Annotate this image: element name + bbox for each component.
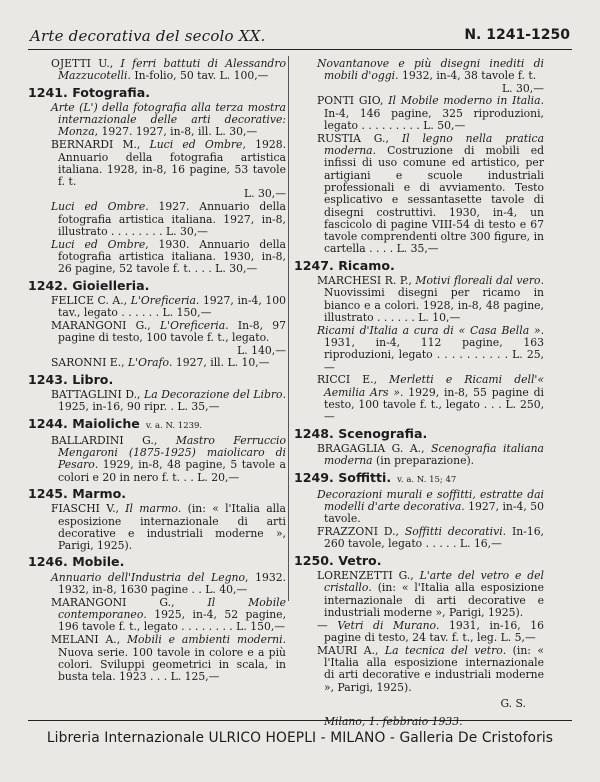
- catalog-entry: Luci ed Ombre. 1927. Annuario della fotografia artistica italiana. 1927, in-8, illustrato . . . . . . . . L. 30,—: [51, 200, 286, 238]
- catalog-entry: MELANI A., Mobili e ambienti moderni. Nuova serie. 100 tavole in colore e a più colori. Sviluppi geometrici in scala, in busta tela. 1923 . . . L. 125,—: [51, 633, 286, 684]
- section-title: 1244. Maioliche: [28, 415, 140, 431]
- catalog-entry: BATTAGLINI D., La Decorazione del Libro. 1925, in-16, 90 ripr. . L. 35,—: [51, 387, 286, 414]
- catalog-entry: PONTI GIO, Il Mobile moderno in Italia. In-4, 146 pagine, 325 riproduzioni, legato . . . . . . . . . L. 50,—: [317, 94, 545, 132]
- catalog-entry: Novantanove e più disegni inediti di mobili d'oggi. 1932, in-4, 38 tavole f. t. L. 30,—: [317, 57, 544, 95]
- section-heading: [28, 277, 286, 293]
- section-title: 1245. Marmo.: [28, 486, 127, 501]
- section-heading: [294, 469, 544, 486]
- page-range: N. 1241-1250: [464, 27, 570, 43]
- section-heading: [294, 257, 544, 273]
- catalog-entry: Arte (L') della fotografia alla terza mostra internazionale delle arti decorative: Monza, 1927. 1927, in-8, ill. L. 30,—: [51, 100, 286, 139]
- catalog-entry: — Vetri di Murano. 1931, in-16, 16 pagine di testo, 24 tav. f. t., leg. L. 5,—: [317, 618, 544, 645]
- section-heading: [28, 371, 286, 387]
- section-title: 1249. Soffitti.: [294, 469, 392, 485]
- cross-reference-note: v. a. N. 1239.: [145, 420, 203, 431]
- section-title: 1247. Ricamo.: [294, 257, 395, 273]
- section-title: 1242. Gioielleria.: [28, 277, 150, 293]
- catalog-entry: Ricami d'Italia a cura di « Casa Bella ». 1931, in-4, 112 pagine, 163 riproduzioni, legato . . . . . . . . . . L. 25,—: [317, 323, 544, 374]
- section-heading: [28, 84, 286, 100]
- cross-reference-note: v. a. N. 15; 47: [397, 474, 457, 485]
- place-date: Milano, 1. febbraio 1933.: [324, 715, 463, 729]
- page-header: [28, 27, 572, 50]
- right-column: [294, 58, 544, 729]
- section-title: 1246. Mobile.: [28, 554, 125, 570]
- catalog-entry: BERNARDI M., Luci ed Ombre, 1928. Annuario della fotografia artistica italiana. 1928, in-8, 16 pagine, 53 tavole f. t. L. 30,—: [51, 138, 286, 201]
- section-heading: [28, 488, 286, 500]
- catalog-entry: RICCI E., Merletti e Ricami dell'« Aemilia Ars ». 1929, in-8, 55 pagine di testo, 100 tavole f. t., legato . . . L. 250,—: [317, 373, 544, 424]
- catalog-entry: LORENZETTI G., L'arte del vetro e del cristallo. (in: « l'Italia alla esposizione internazionale di arti decorative e industriali moderne », Parigi, 1925).: [317, 569, 544, 619]
- catalog-entry: FIASCHI V., Il marmo. (in: « l'Italia alla esposizione internazionale di arti decorative e industriali moderne », Parigi, 1925).: [51, 502, 286, 553]
- running-title: Arte decorativa del secolo XX.: [30, 27, 266, 45]
- catalog-entry: MAURI A., La tecnica del vetro. (in: « l'Italia alla esposizione internazionale di arti decorative e industriali moderne », Parigi, 1925).: [317, 643, 544, 694]
- catalog-entry: SARONNI E., L'Orafo. 1927, ill. L. 10,—: [51, 356, 270, 370]
- section-title: 1250. Vetro.: [294, 552, 382, 568]
- catalog-entry: MARANGONI G., Il Mobile contemporaneo. 1925, in-4, 52 pagine, 196 tavole f. t., legato . . . . . . . . L. 150,—: [51, 595, 286, 634]
- catalog-entry: MARANGONI G., L'Oreficeria. In-8, 97 pagine di testo, 100 tavole f. t., legato. L. 140,—: [51, 318, 286, 357]
- footer-rule: [28, 720, 572, 721]
- catalog-entry: FELICE C. A., L'Oreficeria. 1927, in-4, 100 tav., legato . . . . . . L. 150,—: [51, 293, 286, 320]
- catalog-entry: FRAZZONI D., Soffitti decorativi. In-16, 260 tavole, legato . . . . . L. 16,—: [317, 525, 544, 551]
- section-heading: [28, 415, 286, 432]
- section-heading: [28, 556, 286, 568]
- publisher-footer: Libreria Internazionale ULRICO HOEPLI - MILANO - Galleria De Cristoforis: [46, 730, 554, 746]
- catalog-entry: OJETTI U., I ferri battuti di Alessandro Mazzucotelli. In-folio, 50 tav. L. 100,—: [51, 57, 286, 83]
- section-title: 1241. Fotografia.: [28, 84, 150, 100]
- signature-initials: G. S.: [500, 697, 526, 711]
- section-title: 1248. Scenografia.: [294, 425, 428, 441]
- left-column: [28, 58, 286, 684]
- catalog-entry: Decorazioni murali e soffitti, estratte dai modelli d'arte decorativa. 1927, in-4, 50 tavole.: [317, 487, 545, 526]
- catalog-entry: RUSTIA G., Il legno nella pratica moderna. Costruzione di mobili ed infissi di uso comune ed artistico, per artigiani e scuole industriali professionali e di avviamento. Testo esplicativo e sessantasette tavole di disegni costruttivi. 1930, in-4, un fascicolo di pagine VIII-54 di testo e 67 tavole comprendenti oltre 300 figure, in cartella . . . . L. 35,—: [317, 131, 545, 256]
- catalog-entry: BRAGAGLIA G. A., Scenografia italiana moderna (in preparazione).: [317, 441, 544, 468]
- catalog-entry: BALLARDINI G., Mastro Ferruccio Mengaroni (1875-1925) maiolicaro di Pesaro. 1929, in-8, 48 pagine, 5 tavole a colori e 20 in nero f. t. . . L. 20,—: [51, 433, 286, 484]
- section-heading: [294, 552, 544, 568]
- column-divider: [288, 56, 289, 601]
- section-title: 1243. Libro.: [28, 371, 114, 387]
- catalog-entry: Annuario dell'Industria del Legno, 1932. 1932, in-8, 1630 pagine . . L. 40,—: [51, 570, 286, 597]
- catalog-entry: MARCHESI R. P., Motivi floreali dal vero. Nuovissimi disegni per ricamo in bianco e a colori. 1928, in-8, 48 pagine, illustrato . . . . . . L. 10,—: [317, 274, 544, 324]
- section-heading: [294, 425, 544, 441]
- catalog-entry: Luci ed Ombre, 1930. Annuario della fotografia artistica italiana. 1930, in-8, 26 pagine, 52 tavole f. t. . . . L. 30,—: [51, 237, 286, 276]
